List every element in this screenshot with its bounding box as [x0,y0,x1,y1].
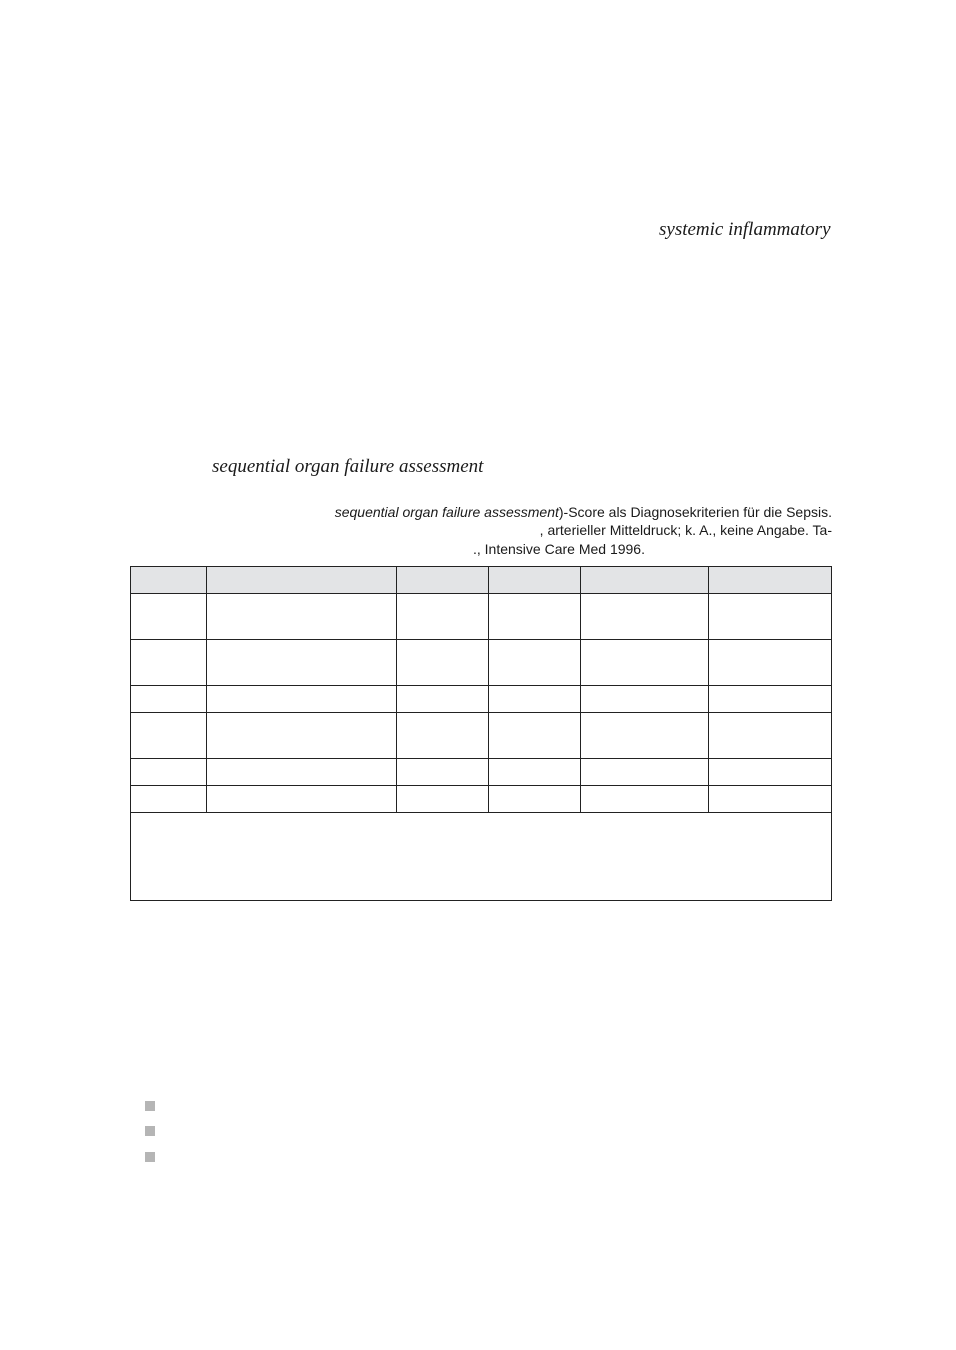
table-cell [489,640,581,686]
table-cell [207,759,397,786]
systemic-inflammatory-text: systemic inflammatory [659,219,831,240]
table-cell [581,759,709,786]
caption-line1: )-Score als Diagnosekriterien für die Sepsis. [558,504,832,520]
table-cell [397,713,489,759]
header-cell [397,567,489,594]
table-cell [397,786,489,813]
table-cell [709,686,832,713]
caption-line3: ., Intensive Care Med 1996. [473,541,645,557]
sofa-table [130,566,832,901]
table-cell [131,594,207,640]
header-cell [131,567,207,594]
table-cell [131,759,207,786]
header-cell [709,567,832,594]
list-bullet [145,1101,155,1111]
table-cell [581,640,709,686]
table-cell [489,713,581,759]
table-cell [489,686,581,713]
table-header-row [131,567,831,594]
table-cell [207,594,397,640]
table-cell [397,640,489,686]
table-cell [397,686,489,713]
header-cell [207,567,397,594]
table-cell [581,686,709,713]
table-row [131,786,831,813]
table-footnote-area [131,816,831,900]
table-cell [397,759,489,786]
table-cell [397,594,489,640]
table-cell [131,640,207,686]
table-cell [489,759,581,786]
table-cell [709,786,832,813]
table-cell [709,594,832,640]
table-cell [131,786,207,813]
table-cell [581,594,709,640]
table-cell [489,786,581,813]
table-row [131,686,831,713]
table-row [131,640,831,686]
header-cell [489,567,581,594]
table-cell [709,640,832,686]
table-cell [131,713,207,759]
table-cell [131,686,207,713]
list-bullet [145,1152,155,1162]
table-cell [581,786,709,813]
table-cell [207,713,397,759]
table-row [131,759,831,786]
header-cell [581,567,709,594]
list-bullet [145,1126,155,1136]
table-cell [489,594,581,640]
caption-italic: sequential organ failure assessment [334,504,559,520]
table-row [131,713,831,759]
table-cell [207,786,397,813]
caption-line2: , arterieller Mitteldruck; k. A., keine Angabe. Ta- [539,522,832,538]
table-cell [207,686,397,713]
table-cell [709,759,832,786]
table-cell [207,640,397,686]
table-cell [581,713,709,759]
section-heading: sequential organ failure assessment [212,456,484,477]
table-cell [709,713,832,759]
table-row [131,594,831,640]
